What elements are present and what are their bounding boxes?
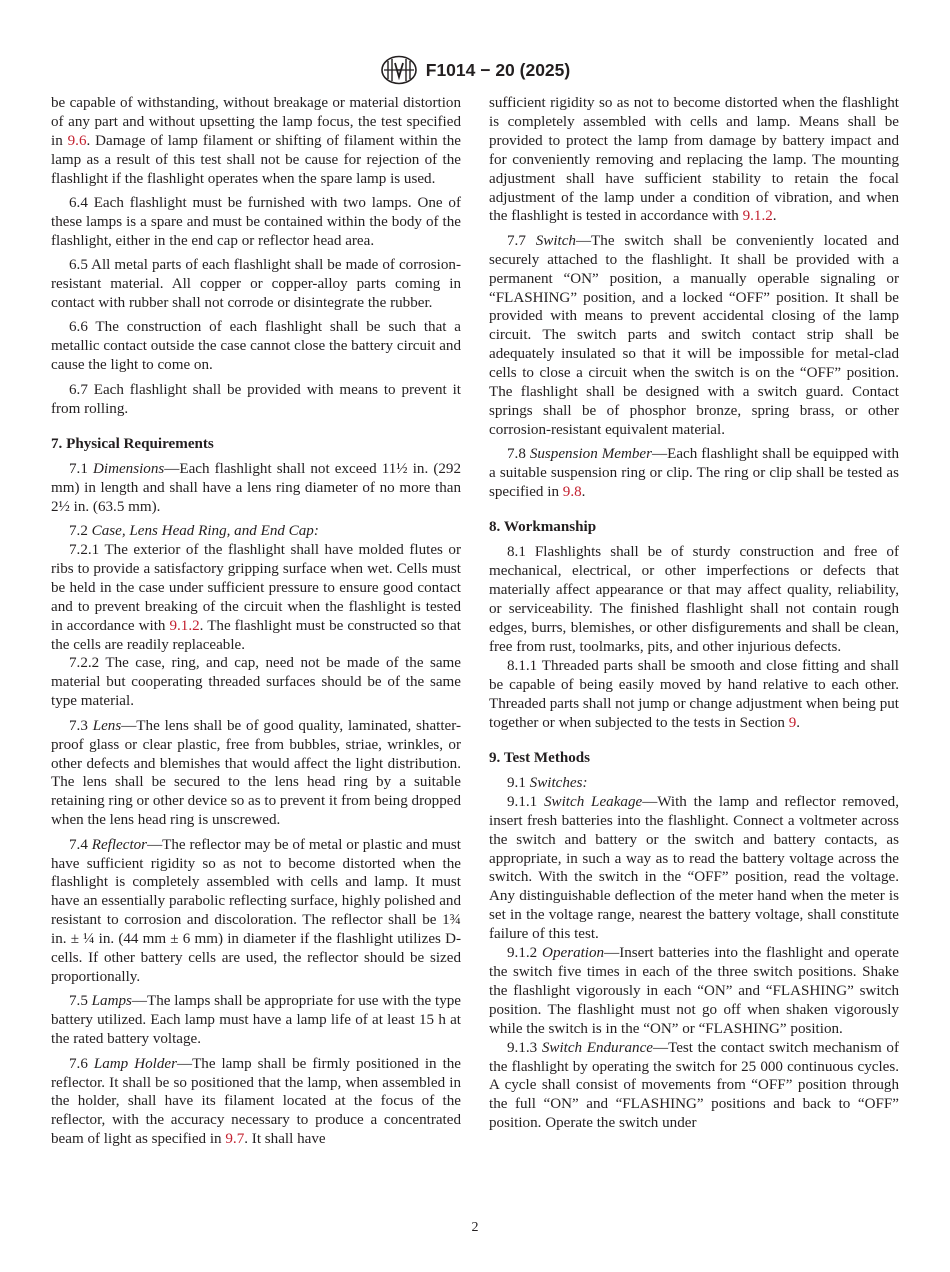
paragraph-7-7: 7.7 Switch—The switch shall be conveniently located and securely attached to the flashlight. It shall be provided with a permanent “ON” position, a manually operable signaling or “FLASHING” position, and a locked “OFF” position. It shall be provided with means to prevent accidental closing of the lamp circuit. The switch parts and switch contact strip shall be adequately insulated so that it will be impossible for metal-clad cells to close a circuit when the switch is on the “OFF” position. The flashlight shall be designed with a switch guard. Contact springs shall be of phosphor bronze, spring brass, or other corrosion-resistant equivalent material. (489, 232, 899, 438)
paragraph-6-7: 6.7 Each flashlight shall be provided with means to prevent it from rolling. (51, 381, 461, 417)
paragraph-6-5: 6.5 All metal parts of each flashlight shall be made of corrosion-resistant material. All copper or copper-alloy parts coming in contact with rubber shall not corrode or disintegrate the rubber. (51, 257, 461, 312)
paragraph-9-1-2: 9.1.2 Operation—Insert batteries into the flashlight and operate the switch five times in each of the three switch positions. Shake the flashlight vigorously in each “ON” and “FLASHING” switch position. The flashlight must not go off when shaken vigorously while the switch is in the “ON” or “FLASHING” position. (489, 945, 899, 1037)
left-column (51, 94, 461, 1149)
section-link-9[interactable]: 9 (788, 714, 797, 731)
section-link-9-6[interactable]: 9.6 (67, 132, 87, 149)
paragraph-7-4: 7.4 Reflector—The reflector may be of metal or plastic and must have sufficient rigidity so as not to become distorted when the flashlight is completely assembled with cells and lamp. It must have an essentially parabolic reflecting surface, highly polished and resistant to corrosion and discoloration. The reflector shall be 1¾ in. ± ¼ in. (44 mm ± 6 mm) in diameter if the flashlight utilizes D-cells. If other battery cells are used, the reflector should be sized proportionally. (51, 836, 461, 985)
document-designation: F1014 − 20 (2025) (425, 59, 571, 80)
paragraph-9-1-3: 9.1.3 Switch Endurance—Test the contact switch mechanism of the flashlight by operating the switch for 25 000 continuous cycles. A cycle shall consist of movements from “OFF” position through the full “ON” and “FLASHING” positions and back to “OFF” position. Operate the switch under (489, 1039, 899, 1132)
paragraph-7-2-2: 7.2.2 The case, ring, and cap, need not be made of the same material but cooperating threaded surfaces should be of the same type material. (51, 655, 461, 710)
paragraph-9-1-1: 9.1.1 Switch Leakage—With the lamp and reflector removed, insert fresh batteries into the flashlight. Connect a voltmeter across the switch and battery or the switch and battery contacts, as appropriate, in such a way as to read the battery voltage across the switch. With the switch in the “OFF” position, read the voltage. Any distinguishable deflection of the meter hand when the meter is set in the voltage range, nearest the battery voltage, shall constitute failure of this test. (489, 793, 899, 943)
paragraph-8-1: 8.1 Flashlights shall be of sturdy construction and free of mechanical, electrical, or other imperfections or defects that materially affect appearance or that may affect quality, reliability, or serviceability. The finished flashlight shall not contain rough edges, burrs, blemishes, or other disfigurements and shall be clean, free from rust, toolmarks, pits, and other injurious defects. (489, 544, 899, 655)
section-heading-9: 9. Test Methods (489, 749, 591, 766)
paragraph-6-6: 6.6 The construction of each flashlight shall be such that a metallic contact outside the case cannot close the battery circuit and cause the light to come on. (51, 319, 461, 374)
paragraph-7-6-continued: sufficient rigidity so as not to become distorted when the flashlight is completely assembled with cells and lamp. Means shall be provided to protect the lamp from damage by battery impact and for conveniently removing and replacing the lamp. The mounting adjustment shall have sufficient stability to retain the focal adjustment of the lamp under a condition of vibration, and when the flashlight is tested in accordance with 9.1.2. (489, 95, 899, 225)
page-header (0, 55, 950, 85)
paragraph-7-6: 7.6 Lamp Holder—The lamp shall be firmly positioned in the reflector. It shall be so positioned that the lamp, when assembled in the holder, shall have its filament located at the focus of the reflector, with the accuracy necessary to produce a concentrated beam of light as specified in 9.7. It shall have (51, 1055, 462, 1148)
section-heading-7: 7. Physical Requirements (51, 435, 214, 452)
paragraph-6-4: 6.4 Each flashlight must be furnished with two lamps. One of these lamps is a spare and must be contained within the body of the flashlight, either in the end cap or reflector head area. (51, 195, 461, 249)
section-link-9-1-2[interactable]: 9.1.2 (742, 208, 773, 225)
paragraph-7-5: 7.5 Lamps—The lamps shall be appropriate for use with the type battery utilized. Each lamp must have a lamp life of at least 15 h at the rated battery voltage. (51, 993, 461, 1048)
page-number: 2 (471, 1220, 479, 1235)
paragraph-7-1: 7.1 Dimensions—Each flashlight shall not exceed 11½ in. (292 mm) in length and shall have a lens ring diameter of no more than 2½ in. (63.5 mm). (51, 460, 461, 515)
section-heading-8: 8. Workmanship (489, 519, 597, 536)
astm-logo-icon (380, 55, 418, 85)
paragraph-8-1-1: 8.1.1 Threaded parts shall be smooth and close fitting and shall be capable of being easily moved by hand relative to each other. Threaded parts shall not jump or change adjustment when being put together or when subjected to the tests in Section 9. (489, 657, 899, 731)
paragraph-7-8: 7.8 Suspension Member—Each flashlight shall be equipped with a suitable suspension ring or clip. The ring or clip shall be tested as specified in 9.8. (489, 446, 899, 501)
section-link-9-1-2[interactable]: 9.1.2 (169, 617, 200, 634)
paragraph-6-3-continued: be capable of withstanding, without breakage or material distortion of any part and without upsetting the lamp focus, the test specified in 9.6. Damage of lamp filament or shifting of filament within the lamp as a result of this test shall not be cause for rejection of the flashlight if the flashlight operates when the spare lamp is used. (51, 95, 461, 187)
paragraph-7-2-1: 7.2.1 The exterior of the flashlight shall have molded flutes or ribs to provide a satisfactory gripping surface when wet. Cells must be held in the case under sufficient pressure to ensure good contact and to prevent breaking of the circuit when the flashlight is tested in accordance with 9.1.2. The flashlight must be constructed so that the cells are readily replaceable. (51, 542, 461, 653)
paragraph-7-2: 7.2 Case, Lens Head Ring, and End Cap: (69, 523, 319, 540)
section-link-9-8[interactable]: 9.8 (562, 484, 582, 501)
paragraph-7-3: 7.3 Lens—The lens shall be of good quality, laminated, shatter-proof glass or clear plastic, free from bubbles, striae, wrinkles, or other defects and blemishes that would affect the light distribution. The lens shall be secured to the lens head ring by a suitable retaining ring or other device so as to prevent it from being dropped when the lens head ring is unscrewed. (51, 717, 461, 829)
paragraph-9-1: 9.1 Switches: (507, 774, 588, 791)
right-column (489, 94, 899, 1133)
section-link-9-7[interactable]: 9.7 (225, 1131, 245, 1148)
